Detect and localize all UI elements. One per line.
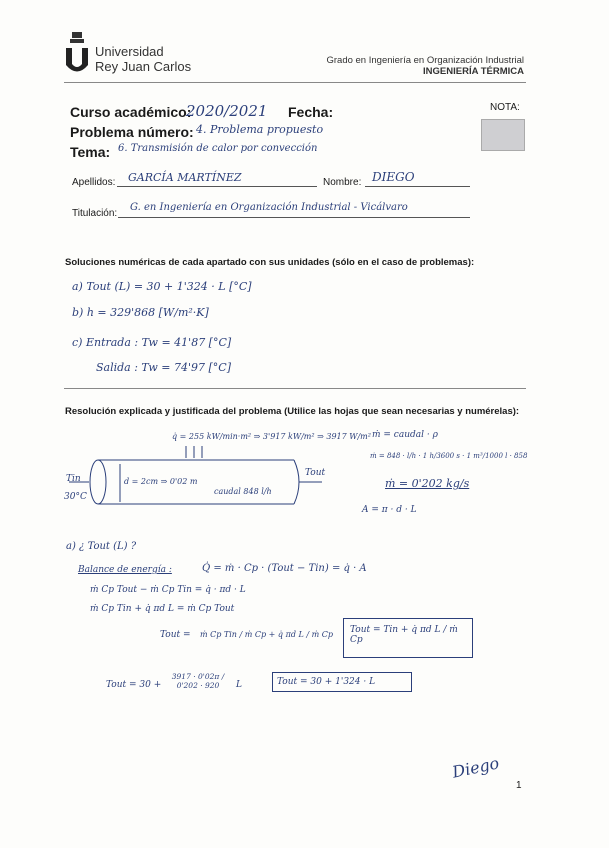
titulacion-line	[118, 217, 470, 218]
resolution-heading: Resolución explicada y justificada del problema (Utilice las hojas que sean necesarias y numérelas):	[65, 406, 520, 417]
apellidos-value: GARCÍA MARTÍNEZ	[128, 171, 242, 184]
tin-temp: 30°C	[64, 492, 87, 502]
curso-value: 2020/2021	[186, 102, 268, 120]
heat-flux: q̇ = 255 kW/min·m² ⇒ 3'917 kW/m² ⇒ 3917 W/m²	[172, 432, 371, 441]
degree-name: Grado en Ingeniería en Organización Industrial	[326, 55, 524, 66]
eq2: ṁ Cp Tout − ṁ Cp Tin = q̇ · πd · L	[90, 585, 246, 595]
tin-label: Tin	[66, 474, 81, 484]
diameter-label: d = 2cm ⇒ 0'02 m	[124, 477, 198, 486]
signature: Diego	[450, 753, 501, 782]
eq5-l: L	[236, 680, 242, 690]
solutions-heading: Soluciones numéricas de cada apartado con sus unidades (sólo en el caso de problemas):	[65, 257, 475, 268]
apellidos-line	[117, 186, 317, 187]
tema-value: 6. Transmisión de calor por convección	[118, 143, 318, 154]
nota-label: NOTA:	[490, 102, 520, 113]
eq4-boxed: Tout = Tin + q̇ πd L / ṁ Cp	[343, 618, 473, 658]
eq1: Q̇ = ṁ · Cp · (Tout − Tin) = q̇ · A	[202, 563, 367, 574]
solution-c2: Salida : Tw = 74'97 [°C]	[96, 361, 232, 374]
curso-label: Curso académico:	[70, 104, 192, 120]
eq3: ṁ Cp Tin + q̇ πd L = ṁ Cp Tout	[90, 604, 235, 614]
eq5-lhs: Tout = 30 +	[106, 680, 162, 690]
solution-a: a) Tout (L) = 30 + 1'324 · L [°C]	[72, 280, 252, 293]
eq5-boxed: Tout = 30 + 1'324 · L	[272, 672, 412, 692]
problema-value: 4. Problema propuesto	[196, 123, 324, 136]
question-a: a) ¿ Tout (L) ?	[66, 541, 137, 552]
nombre-line	[365, 186, 470, 187]
solutions-divider	[64, 388, 526, 389]
university-name	[95, 44, 191, 74]
solution-b: b) h = 329'868 [W/m²·K]	[72, 306, 209, 319]
apellidos-label: Apellidos:	[72, 177, 116, 188]
mdot-eq3: ṁ = 0'202 kg/s	[385, 477, 470, 490]
titulacion-value: G. en Ingeniería en Organización Industrial - Vicálvaro	[130, 202, 408, 213]
fecha-label: Fecha:	[288, 104, 334, 120]
header-divider	[64, 82, 526, 83]
flow-label: caudal 848 l/h	[214, 487, 272, 496]
eq4-lhs: Tout =	[160, 630, 191, 640]
nota-box	[481, 119, 525, 151]
balance-label: Balance de energía :	[78, 565, 172, 575]
subject-name: INGENIERÍA TÉRMICA	[423, 66, 524, 77]
tema-label: Tema:	[70, 144, 111, 160]
mdot-eq1: ṁ = caudal · ρ	[372, 430, 438, 440]
tout-label: Tout	[305, 468, 326, 478]
degree-title	[326, 55, 524, 77]
crown-u-icon	[64, 30, 90, 76]
pipe-inlet	[90, 460, 106, 504]
solution-c1: c) Entrada : Tw = 41'87 [°C]	[72, 336, 232, 349]
nombre-label: Nombre:	[323, 177, 362, 188]
mdot-eq2: ṁ = 848 · l/h · 1 h/3600 s · 1 m³/1000 l · 858	[370, 452, 528, 460]
eq4-rhs: ṁ Cp Tin / ṁ Cp + q̇ πd L / ṁ Cp	[200, 630, 333, 639]
problema-label: Problema número:	[70, 124, 194, 140]
university-line2: Rey Juan Carlos	[95, 59, 192, 74]
pipe-diagram	[64, 446, 334, 526]
page-number: 1	[516, 780, 522, 791]
eq5-fraction: 3917 · 0'02π / 0'202 · 920	[171, 672, 225, 690]
pipe-outlet	[294, 460, 299, 504]
university-logo	[64, 30, 90, 76]
nombre-value: DIEGO	[372, 170, 415, 184]
titulacion-label: Titulación:	[72, 208, 118, 219]
university-line1: Universidad	[95, 44, 164, 59]
area-eq: A = π · d · L	[362, 505, 417, 515]
